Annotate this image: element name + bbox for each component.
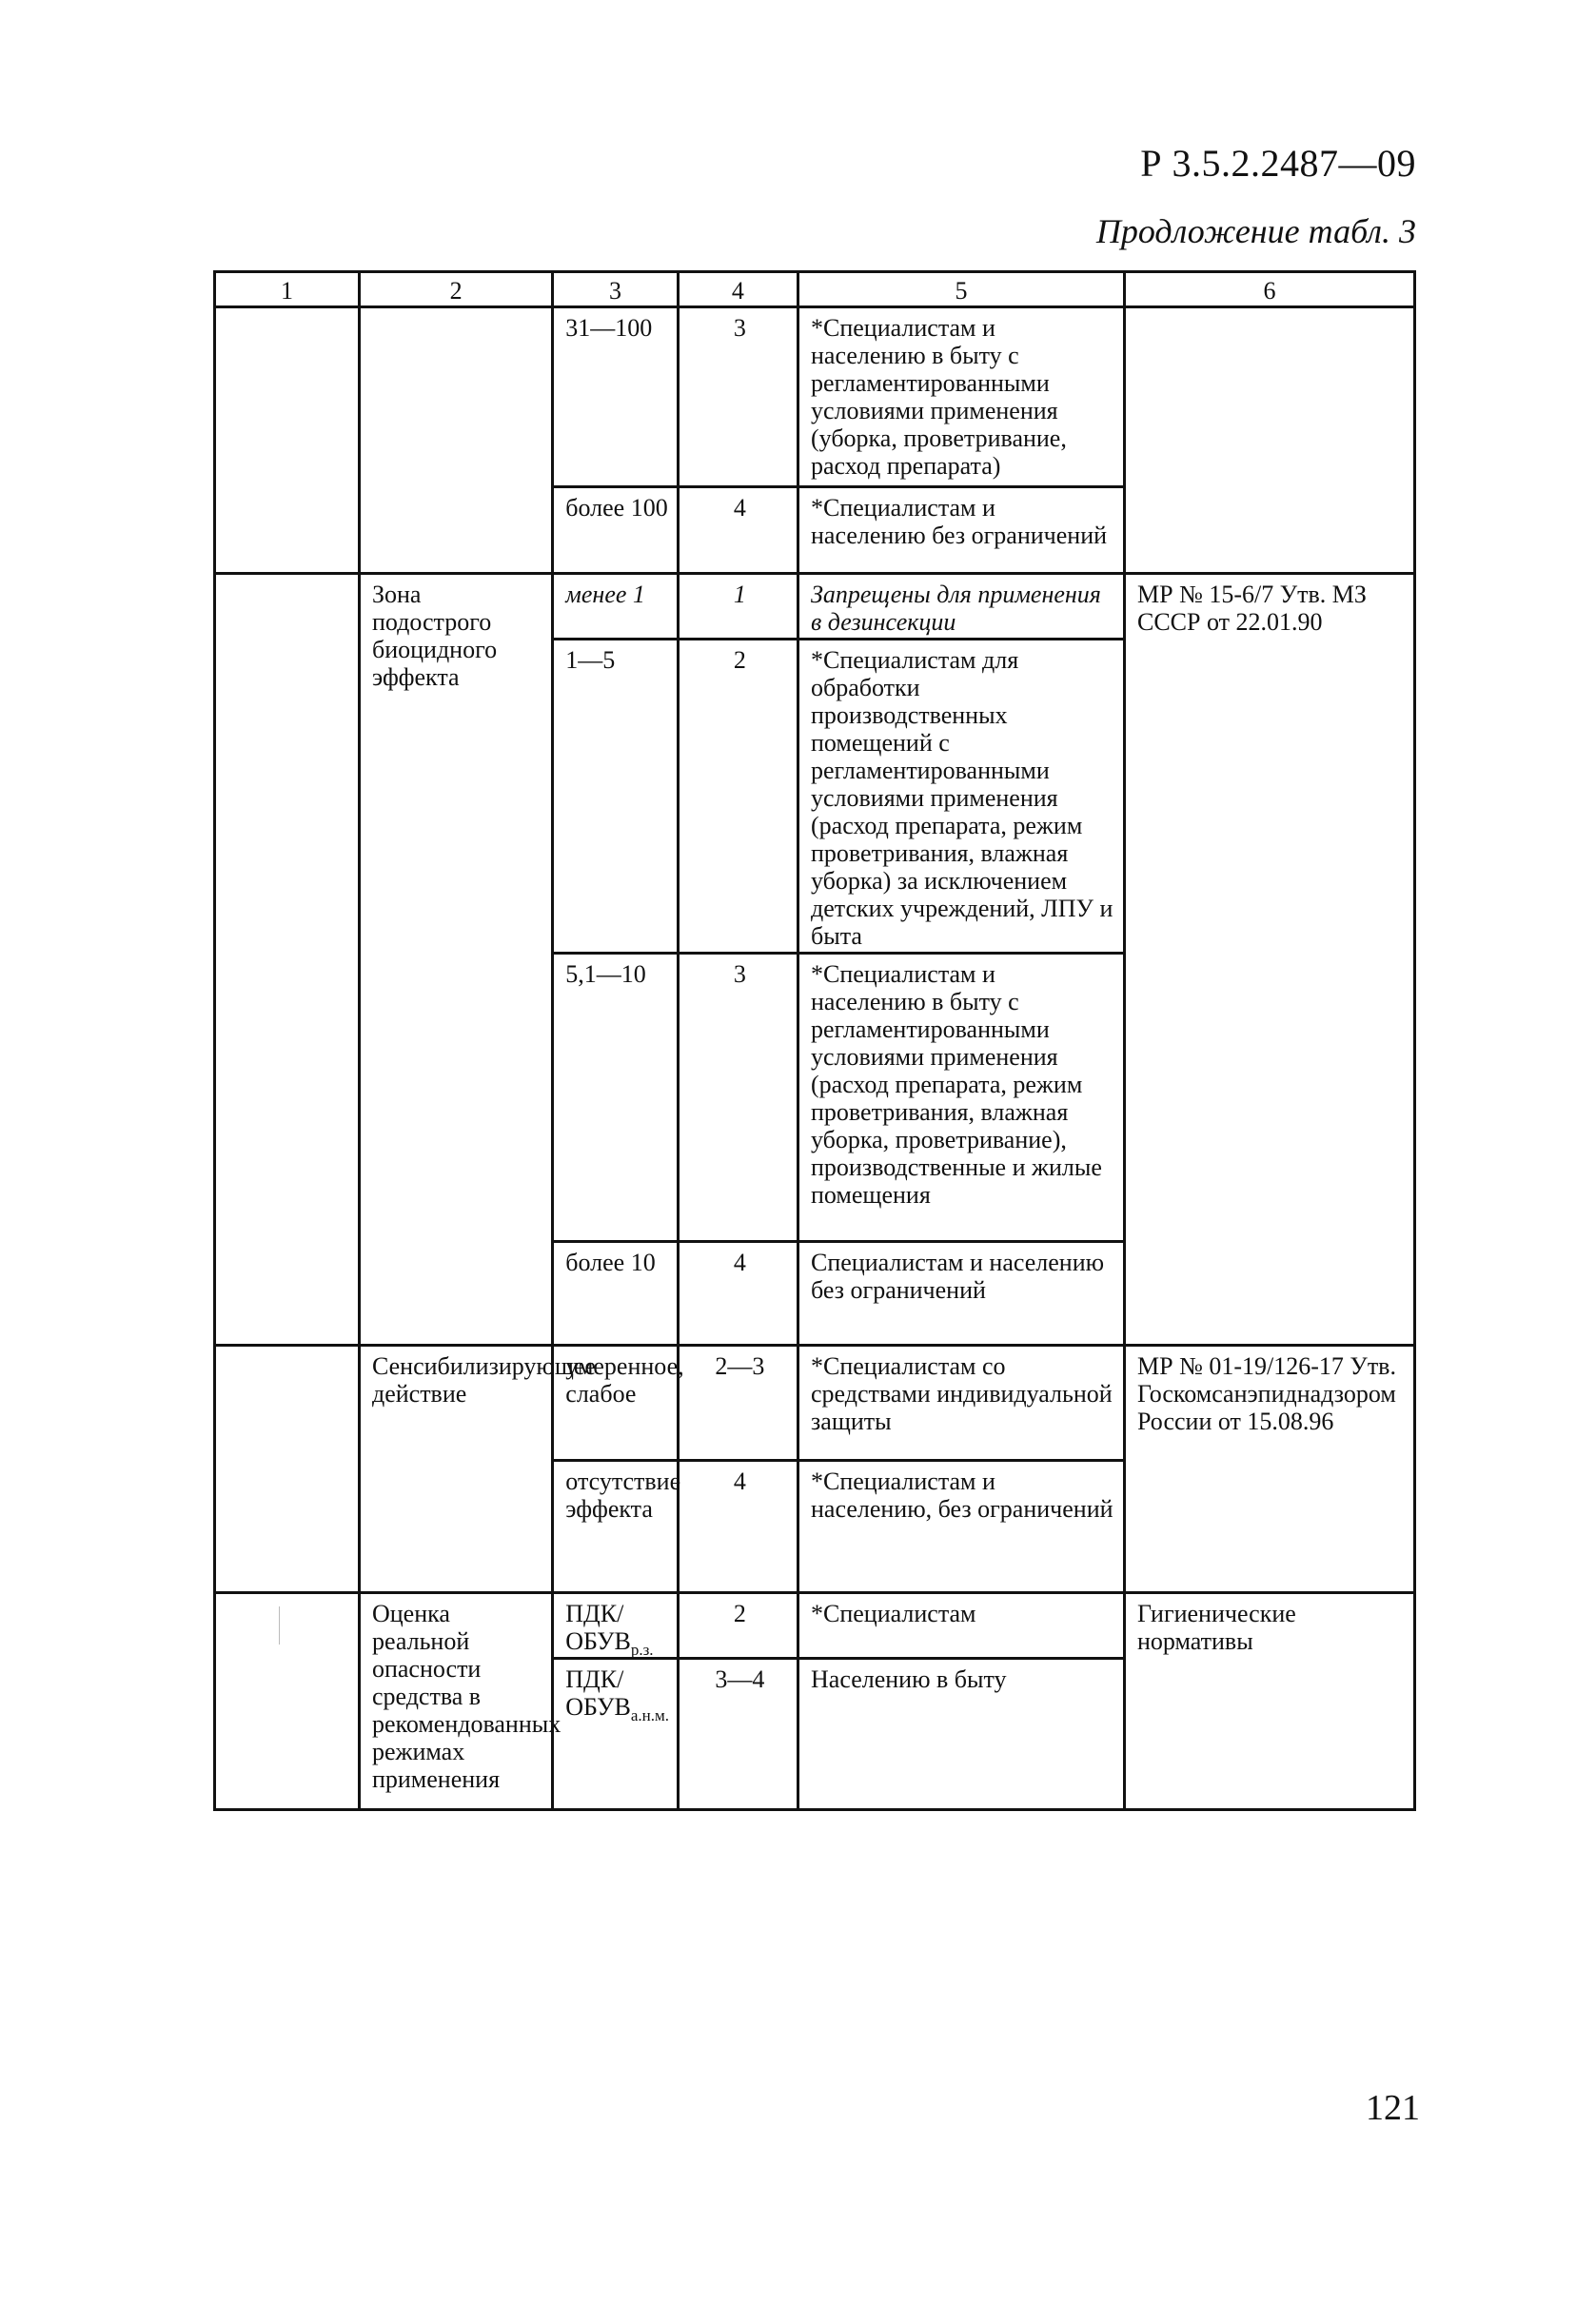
document-cell: МР № 01-19/126-17 Утв. Госкомсанэпиднадзором России от 15.08.96 bbox=[1124, 1346, 1414, 1593]
factor-cell bbox=[359, 307, 552, 574]
usage-note-cell: *Специалистам bbox=[798, 1593, 1125, 1659]
range-cell: более 100 bbox=[553, 487, 678, 574]
range-cell: 31—100 bbox=[553, 307, 678, 487]
usage-note-cell: Населению в быту bbox=[798, 1659, 1125, 1810]
group-cell bbox=[215, 1593, 360, 1810]
table-row bbox=[215, 1593, 1415, 1659]
document-cell: Гигиенические нормативы bbox=[1124, 1593, 1414, 1810]
usage-note-cell: Запрещены для применения в дезинсекции bbox=[798, 574, 1125, 640]
group-cell bbox=[215, 574, 360, 1346]
range-text: ПДК/ОБУВ bbox=[565, 1665, 631, 1721]
usage-note-cell: *Специалистам и населению в быту с регламентированными условиями применения (уборка, проветривание, расход препарата) bbox=[798, 307, 1125, 487]
hazard-class-cell: 3 bbox=[678, 954, 798, 1242]
hazard-class-cell: 2—3 bbox=[678, 1346, 798, 1461]
column-number: 1 bbox=[215, 272, 360, 307]
factor-cell: Сенсибилизирующее действие bbox=[359, 1346, 552, 1593]
hazard-class-cell: 3 bbox=[678, 307, 798, 487]
range-text: ПДК/ОБУВ bbox=[565, 1600, 631, 1655]
group-cell bbox=[215, 307, 360, 574]
group-cell bbox=[215, 1346, 360, 1593]
hazard-class-cell: 3—4 bbox=[678, 1659, 798, 1810]
hazard-class-cell: 4 bbox=[678, 487, 798, 574]
table-row bbox=[215, 1346, 1415, 1461]
document-code: Р 3.5.2.2487—09 bbox=[1140, 142, 1416, 185]
range-cell: более 10 bbox=[553, 1242, 678, 1346]
document-cell: МР № 15-6/7 Утв. МЗ СССР от 22.01.90 bbox=[1124, 574, 1414, 1346]
usage-note-cell: *Специалистам и населению, без ограничений bbox=[798, 1461, 1125, 1593]
usage-note-cell: Специалистам и населению без ограничений bbox=[798, 1242, 1125, 1346]
hazard-class-cell: 2 bbox=[678, 1593, 798, 1659]
range-subscript: р.з. bbox=[630, 1641, 654, 1659]
hazard-class-cell: 2 bbox=[678, 640, 798, 954]
column-number: 3 bbox=[553, 272, 678, 307]
range-cell bbox=[553, 1593, 678, 1659]
usage-note-cell: *Специалистам со средствами индивидуальной защиты bbox=[798, 1346, 1125, 1461]
column-number: 4 bbox=[678, 272, 798, 307]
hazard-class-cell: 4 bbox=[678, 1461, 798, 1593]
range-subscript: а.н.м. bbox=[630, 1706, 669, 1724]
document-cell bbox=[1124, 307, 1414, 574]
range-cell: отсутствие эффекта bbox=[553, 1461, 678, 1593]
factor-cell: Оценка реальной опасности средства в рекомендованных режимах применения bbox=[359, 1593, 552, 1810]
column-number: 2 bbox=[359, 272, 552, 307]
table-row bbox=[215, 574, 1415, 640]
usage-note-cell: *Специалистам и населению в быту с регламентированными условиями применения (расход препарата, режим проветривания, влажная уборка, проветривание), производственные и жилые помещения bbox=[798, 954, 1125, 1242]
hazard-classification-table bbox=[213, 270, 1416, 1811]
range-cell: 1—5 bbox=[553, 640, 678, 954]
usage-note-cell: *Специалистам для обработки производственных помещений с регламентированными условиями применения (расход препарата, режим проветривания, влажная уборка) за исключением детских учреждений, ЛПУ и быта bbox=[798, 640, 1125, 954]
column-number-row bbox=[215, 272, 1415, 307]
factor-cell: Зона подострого биоцидного эффекта bbox=[359, 574, 552, 1346]
hazard-class-cell: 4 bbox=[678, 1242, 798, 1346]
range-cell: 5,1—10 bbox=[553, 954, 678, 1242]
table-continuation-label: Продложение табл. 3 bbox=[1095, 212, 1416, 250]
hazard-class-cell: 1 bbox=[678, 574, 798, 640]
range-cell: умеренное, слабое bbox=[553, 1346, 678, 1461]
range-cell bbox=[553, 1659, 678, 1810]
page-number: 121 bbox=[1366, 2088, 1420, 2128]
table-row bbox=[215, 307, 1415, 487]
scan-mark bbox=[279, 1606, 280, 1645]
column-number: 6 bbox=[1124, 272, 1414, 307]
range-cell: менее 1 bbox=[553, 574, 678, 640]
column-number: 5 bbox=[798, 272, 1125, 307]
usage-note-cell: *Специалистам и населению без ограничений bbox=[798, 487, 1125, 574]
